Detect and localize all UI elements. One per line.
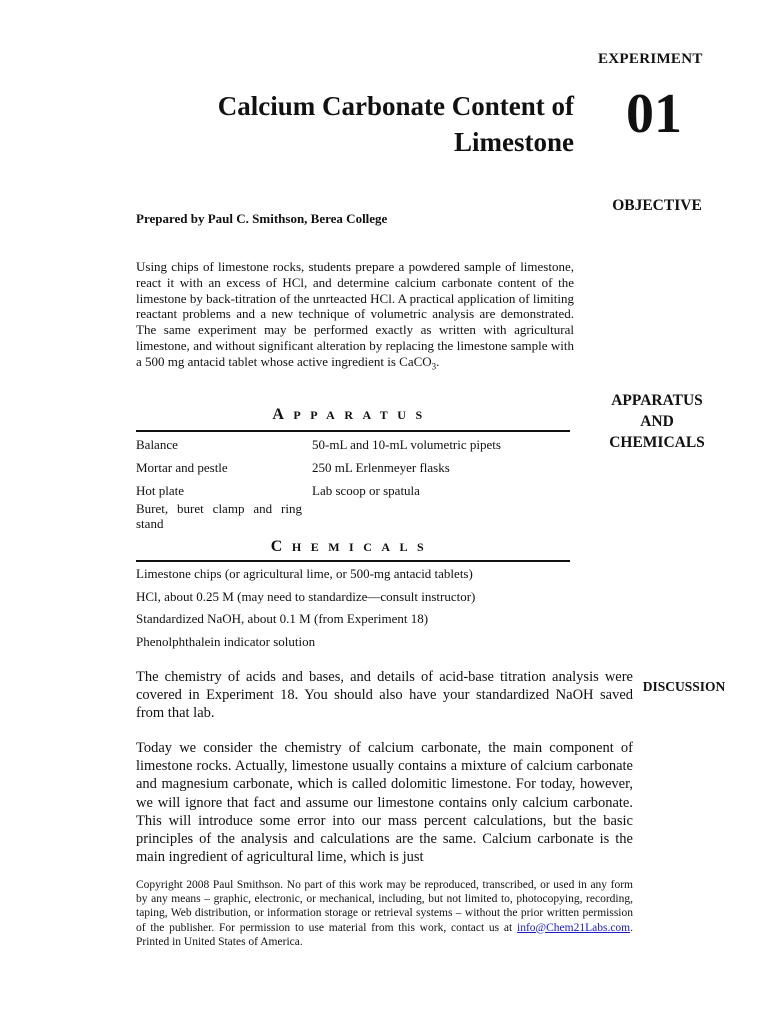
copyright-footer	[136, 878, 633, 949]
objective-paragraph	[136, 259, 574, 370]
copyright-tail: . Printed in United States of America.	[136, 921, 633, 948]
chemical-item: Limestone chips (or agricultural lime, or 500-mg antacid tablets)	[136, 566, 473, 581]
chemical-item: Standardized NaOH, about 0.1 M (from Experiment 18)	[136, 611, 429, 626]
apparatus-heading-line-2: AND	[640, 413, 674, 430]
apparatus-item: Balance	[136, 437, 178, 452]
page-title	[140, 88, 574, 160]
apparatus-item: Lab scoop or spatula	[312, 483, 420, 498]
chemical-item: HCl, about 0.25 M (may need to standardize—consult instructor)	[136, 589, 476, 604]
title-line-1: Calcium Carbonate Content of	[217, 91, 574, 121]
chemicals-heading-cap: C	[270, 538, 292, 555]
apparatus-item: Hot plate	[136, 483, 185, 498]
experiment-number: 01	[626, 83, 682, 145]
apparatus-heading-rest: PPARATUS	[293, 408, 432, 422]
experiment-label: EXPERIMENT	[598, 51, 703, 67]
apparatus-rule	[136, 430, 570, 432]
discussion-heading: DISCUSSION	[642, 679, 726, 694]
objective-heading: OBJECTIVE	[612, 197, 702, 214]
apparatus-heading-cap: A	[272, 406, 294, 423]
objective-subscript: 3	[431, 361, 437, 372]
apparatus-heading-line-1: APPARATUS	[611, 392, 703, 409]
chemicals-heading-rest: HEMICALS	[291, 540, 434, 554]
title-line-2: Limestone	[454, 127, 574, 157]
chemicals-rule	[136, 560, 570, 562]
objective-end: .	[436, 353, 440, 369]
apparatus-heading-line-3: CHEMICALS	[609, 434, 705, 451]
objective-text: Using chips of limestone rocks, students prepare a powdered sample of limestone, react it with an excess of HCl, and determine calcium carbonate content of the limestone by back-titration of the unrteacted HCl. A practical application of limiting reactant problems and a new technique of volumetric analysis are demonstrated. The same experiment may be performed exactly as written with agricultural limestone, and without significant alteration by replacing the limestone sample with a 500 mg antacid tablet whose active ingredient is CaCO	[136, 259, 574, 369]
copyright-text: Copyright 2008 Paul Smithson. No part of this work may be reproduced, transcribed, or used in any form by any means – graphic, electronic, or mechanical, including, but not limited to, photocopying, recording, taping, Web distribution, or information storage or retrieval systems – without the prior written permission of the publisher. For permission to use material from this work, contact us at	[136, 879, 633, 934]
apparatus-item: 250 mL Erlenmeyer flasks	[312, 460, 450, 475]
contact-email-link[interactable]: info@Chem21Labs.com	[517, 921, 631, 934]
apparatus-chemicals-heading	[598, 390, 716, 453]
discussion-paragraph-1: The chemistry of acids and bases, and details of acid-base titration analysis were covered in Experiment 18. You should also have your standardized NaOH saved from that lab.	[136, 669, 633, 722]
apparatus-item: Buret, buret clamp and ring stand	[136, 501, 302, 531]
discussion-paragraph-2: Today we consider the chemistry of calcium carbonate, the main component of limestone rocks. Actually, limestone usually contains a mixture of calcium carbonate and magnesium carbonate, which is called dolomitic limestone. For today, however, we will ignore that fact and assume our limestone contains only calcium carbonate. This will introduce some error into our mass percent calculations, but the basic principles of the analysis and calculations are the same. Calcium carbonate is the main ingredient of agricultural lime, which is just	[136, 740, 633, 866]
apparatus-item: 50-mL and 10-mL volumetric pipets	[312, 437, 501, 452]
chemicals-section-heading	[136, 538, 568, 556]
apparatus-item: Mortar and pestle	[136, 460, 228, 475]
chemical-item: Phenolphthalein indicator solution	[136, 634, 316, 649]
apparatus-section-heading	[136, 406, 568, 424]
author-line: Prepared by Paul C. Smithson, Berea College	[136, 211, 388, 226]
